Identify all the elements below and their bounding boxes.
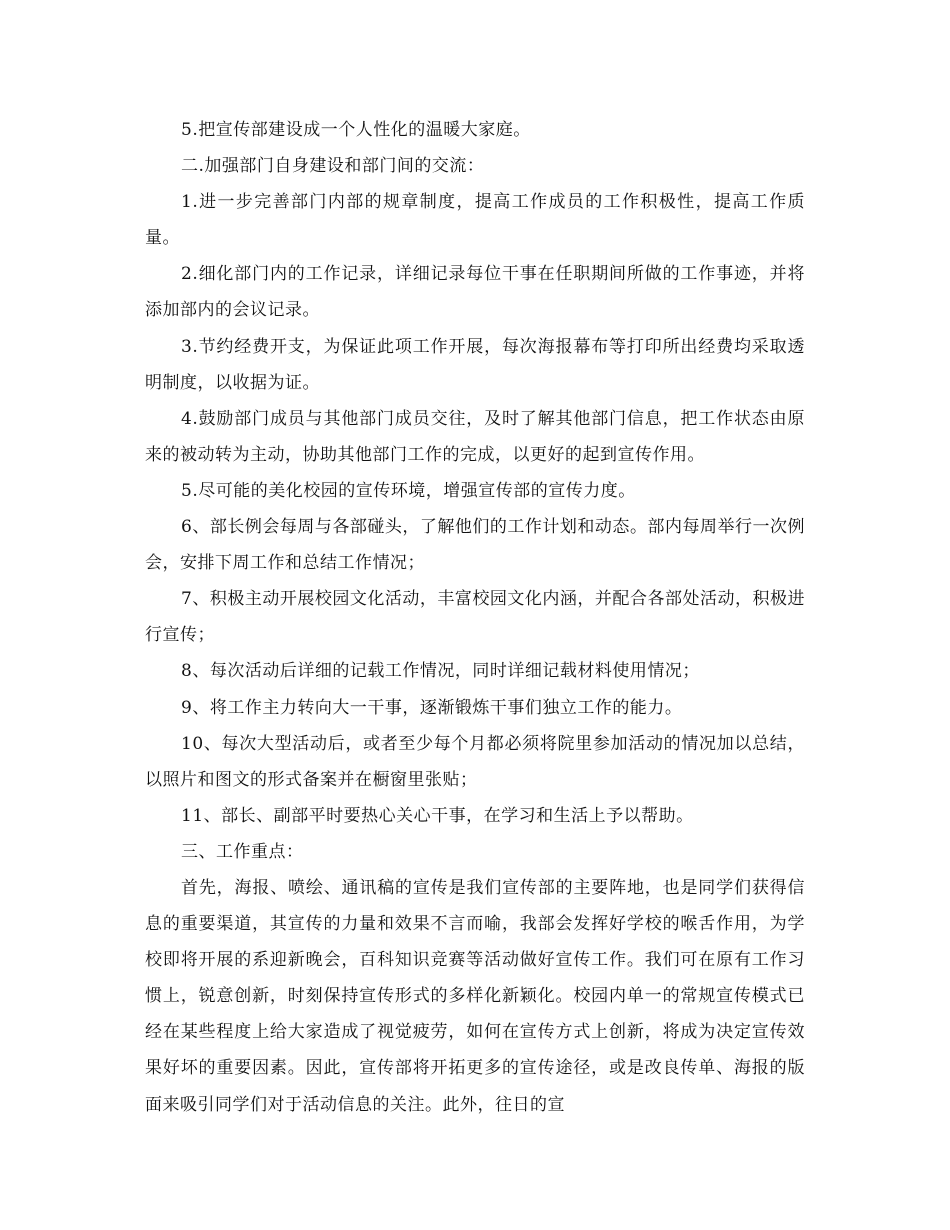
paragraph: 1.进一步完善部门内部的规章制度，提高工作成员的工作积极性，提高工作质量。 (145, 192, 805, 249)
paragraph: 5.尽可能的美化校园的宣传环境，增强宣传部的宣传力度。 (181, 480, 636, 501)
paragraph: 首先，海报、喷绘、通讯稿的宣传是我们宣传部的主要阵地，也是同学们获得信息的重要渠道，其宣传的力量和效果不言而喻，我部会发挥好学校的喉舌作用，为学校即将开展的系迎新晚会，百科知识竞赛等活动做好宣传工作。我们可在原有工作习惯上，锐意创新，时刻保持宣传形式的多样化新颖化。校园内单一的常规宣传模式已经在某些程度上给大家造成了视觉疲劳，如何在宣传方式上创新，将成为决定宣传效果好坏的重要因素。因此，宣传部将开拓更多的宣传途径，或是改良传单、海报的版面来吸引同学们对于活动信息的关注。此外，往日的宣 (145, 877, 805, 1115)
document-body (145, 112, 805, 1123)
paragraph: 8、每次活动后详细的记载工作情况，同时详细记载材料使用情况； (181, 661, 700, 682)
paragraph: 2.细化部门内的工作记录，详细记录每位干事在任职期间所做的工作事迹，并将添加部内的会议记录。 (145, 264, 805, 321)
paragraph: 6、部长例会每周与各部碰头，了解他们的工作计划和动态。部内每周举行一次例会，安排下周工作和总结工作情况； (145, 517, 805, 574)
section-heading: 三、工作重点： (181, 841, 304, 862)
paragraph: 7、积极主动开展校园文化活动，丰富校园文化内涵，并配合各部处活动，积极进行宣传； (145, 589, 805, 646)
section-heading: 二.加强部门自身建设和部门间的交流： (181, 156, 485, 177)
paragraph: 4.鼓励部门成员与其他部门成员交往，及时了解其他部门信息，把工作状态由原来的被动转为主动，协助其他部门工作的完成，以更好的起到宣传作用。 (145, 408, 805, 465)
paragraph: 5.把宣传部建设成一个人性化的温暖大家庭。 (181, 120, 531, 140)
paragraph: 9、将工作主力转向大一干事，逐渐锻炼干事们独立工作的能力。 (181, 697, 683, 718)
paragraph: 11、部长、副部平时要热心关心干事，在学习和生活上予以帮助。 (181, 805, 694, 826)
paragraph: 3.节约经费开支，为保证此项工作开展，每次海报幕布等打印所出经费均采取透明制度，以收据为证。 (145, 336, 805, 393)
paragraph: 10、每次大型活动后，或者至少每个月都必须将院里参加活动的情况加以总结，以照片和图文的形式备案并在橱窗里张贴； (145, 733, 805, 790)
